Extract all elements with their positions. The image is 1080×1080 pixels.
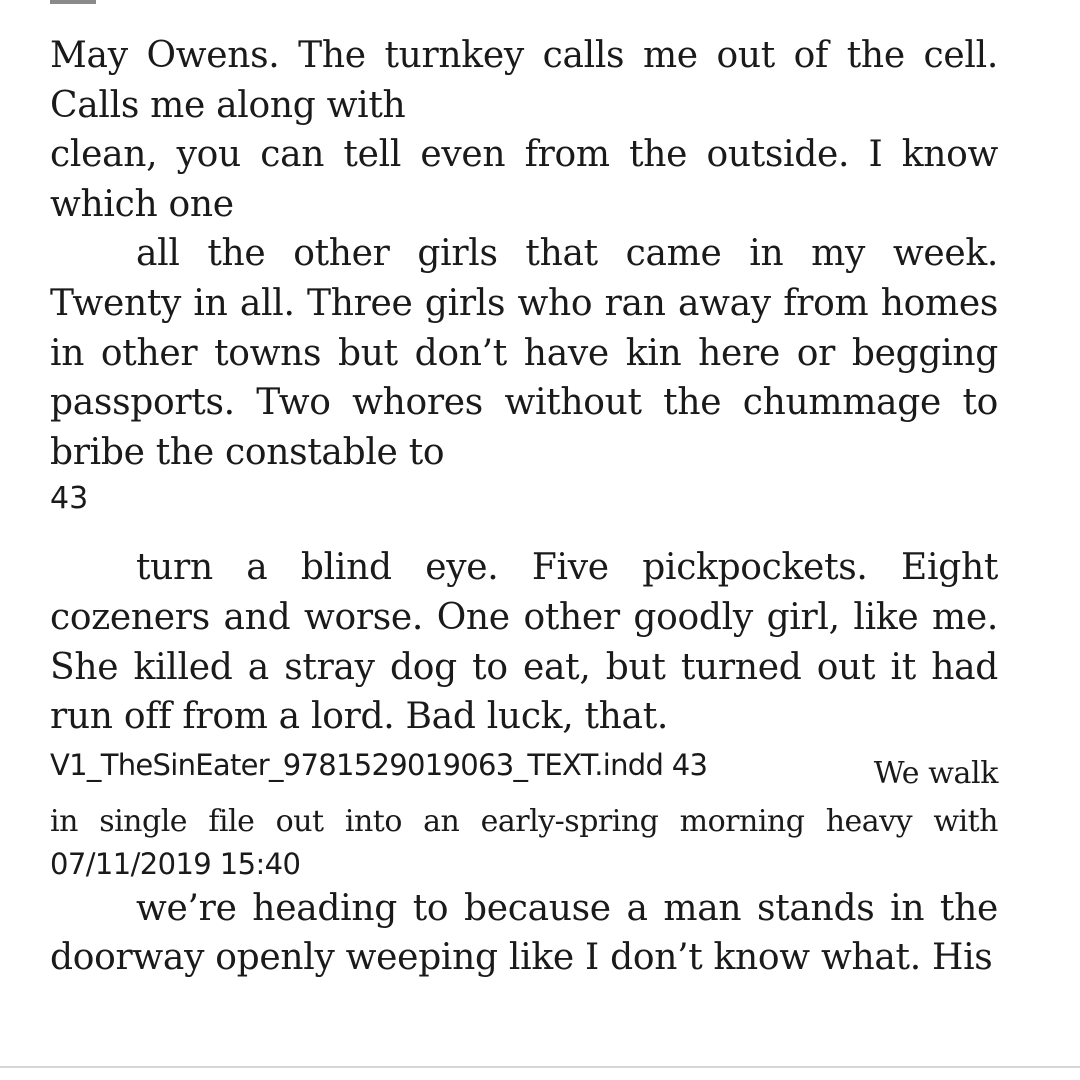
text-line: Calls me along with <box>50 84 406 126</box>
slug-filename: V1_TheSinEater_9781529019063_TEXT.indd 43 <box>50 747 708 782</box>
paragraph: turn a blind eye. Five pickpockets. Eight cozeners and worse. One other goodly girl, like me. She killed a stray dog to eat, but turned out it had run off from a lord. Bad luck, that. <box>50 547 998 738</box>
top-divider <box>50 0 96 4</box>
text-line: in single file out into an early-spring morning heavy with <box>50 803 998 839</box>
paragraph: we’re heading to because a man stands in the doorway openly weeping like I don’t know what. His <box>50 887 998 979</box>
printer-slug <box>50 748 998 800</box>
slug-text-tail: We walk <box>873 755 998 791</box>
paragraph: all the other girls that came in my week. Twenty in all. Three girls who ran away from homes in other towns but don’t have kin here or begging passports. Two whores without the chummage to bribe the constable to <box>50 233 998 473</box>
slug-date: 07/11/2019 15:40 <box>50 846 301 881</box>
book-page <box>50 31 998 983</box>
text-line: clean, you can tell even from the outside. I know <box>50 134 998 176</box>
bottom-divider <box>0 1066 1080 1068</box>
text-line: May Owens. The turnkey calls me out of the cell. <box>50 35 998 76</box>
text-line: which one <box>50 183 234 225</box>
page-number: 43 <box>50 481 89 517</box>
